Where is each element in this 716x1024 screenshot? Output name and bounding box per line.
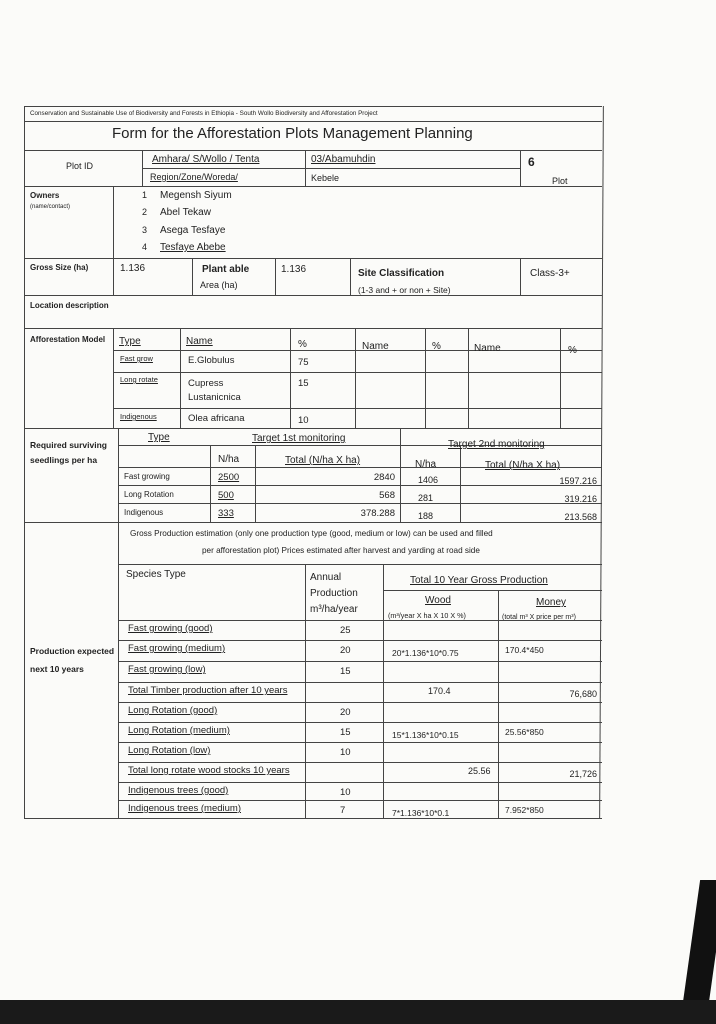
production-row-line bbox=[118, 722, 602, 723]
seedlings-nha-1: N/ha bbox=[218, 454, 240, 465]
production-total-money: 21,726 bbox=[569, 769, 597, 779]
model-pct: 15 bbox=[298, 378, 309, 389]
production-annual: 25 bbox=[340, 625, 351, 636]
gross-size-label: Gross Size (ha) bbox=[30, 263, 89, 272]
seedlings-total-1: Total (N/ha X ha) bbox=[285, 455, 361, 466]
production-total-wood: 25.56 bbox=[468, 766, 491, 776]
site-classification-sublabel: (1-3 and + or non + Site) bbox=[358, 285, 451, 295]
model-pct-header-3: % bbox=[568, 345, 577, 356]
production-species: Long Rotation (good) bbox=[128, 705, 218, 716]
model-name-header-3: Name bbox=[474, 343, 501, 354]
plot-kebele: 03/Abamuhdin bbox=[311, 154, 376, 165]
wood-header: Wood bbox=[425, 595, 451, 606]
production-annual: 15 bbox=[340, 666, 351, 677]
seedling-type: Long Rotation bbox=[124, 490, 174, 499]
site-classification-value: Class-3+ bbox=[530, 268, 570, 279]
production-money: 25.56*850 bbox=[505, 727, 544, 737]
plantable-label: Plant able bbox=[202, 264, 250, 275]
model-name-header-2: Name bbox=[362, 341, 389, 352]
seedling-type: Indigenous bbox=[124, 508, 164, 517]
production-row-line bbox=[118, 702, 602, 703]
production-annual: 10 bbox=[340, 747, 351, 758]
scan-shadow-bottom bbox=[0, 1000, 716, 1024]
production-row-line bbox=[118, 742, 602, 743]
plantable-value: 1.136 bbox=[281, 264, 307, 275]
site-classification-label: Site Classification bbox=[358, 268, 445, 279]
production-label: Production expected next 10 years bbox=[30, 646, 115, 674]
production-row-line bbox=[118, 640, 602, 641]
model-pct-header: % bbox=[298, 339, 307, 350]
model-pct: 75 bbox=[298, 357, 309, 368]
production-annual: 20 bbox=[340, 645, 351, 656]
production-species: Total long rotate wood stocks 10 years bbox=[128, 765, 290, 776]
model-name-header: Name bbox=[186, 336, 213, 347]
seedling-n1: 2500 bbox=[218, 472, 240, 483]
seedlings-nha-2: N/ha bbox=[415, 459, 437, 470]
seedlings-total-2: Total (N/ha X ha) bbox=[485, 460, 561, 471]
production-species: Fast growing (medium) bbox=[128, 643, 226, 654]
owner-number: 2 bbox=[142, 207, 148, 217]
model-pct: 10 bbox=[298, 415, 309, 426]
production-total-wood: 170.4 bbox=[428, 686, 451, 696]
model-type-header: Type bbox=[119, 336, 141, 347]
production-wood: 15*1.136*10*0.15 bbox=[392, 730, 459, 740]
owner-name: Tesfaye Abebe bbox=[160, 242, 226, 253]
owner-number: 4 bbox=[142, 242, 148, 252]
production-species: Indigenous trees (medium) bbox=[128, 803, 241, 814]
seedling-n2: 281 bbox=[418, 493, 434, 503]
production-money: 170.4*450 bbox=[505, 645, 544, 655]
production-note-2: per afforestation plot) Prices estimated after harvest and yarding at road side bbox=[202, 546, 480, 555]
plot-id-label: Plot ID bbox=[66, 161, 94, 171]
production-species: Long Rotation (medium) bbox=[128, 725, 230, 736]
location-description-label: Location description bbox=[30, 301, 109, 310]
money-formula: (total m³ X price per m³) bbox=[502, 614, 576, 621]
seedling-t2: 213.568 bbox=[564, 512, 597, 522]
model-type: Indigenous bbox=[120, 412, 157, 421]
production-species: Long Rotation (low) bbox=[128, 745, 211, 756]
owner-number: 3 bbox=[142, 225, 148, 235]
production-note-1: Gross Production estimation (only one production type (good, medium or low) can be used and filled bbox=[130, 529, 493, 538]
production-money: 7.952*850 bbox=[505, 805, 544, 815]
seedling-n1: 500 bbox=[218, 490, 234, 501]
model-name: E.Globulus bbox=[188, 355, 235, 366]
owner-name: Megensh Siyum bbox=[160, 190, 232, 201]
owners-label: Owners bbox=[30, 191, 60, 200]
model-type: Fast grow bbox=[120, 354, 153, 363]
plot-kebele-label: Kebele bbox=[311, 173, 340, 183]
seedling-t2: 319.216 bbox=[564, 494, 597, 504]
owners-sublabel: (name/contact) bbox=[30, 204, 71, 210]
money-header: Money bbox=[536, 597, 567, 608]
production-species: Indigenous trees (good) bbox=[128, 785, 229, 796]
plot-location: Amhara/ S/Wollo / Tenta bbox=[152, 154, 260, 165]
production-annual: 7 bbox=[340, 805, 346, 816]
model-name: Olea africana bbox=[188, 413, 245, 424]
seedlings-type-header: Type bbox=[148, 432, 170, 443]
species-type-header: Species Type bbox=[126, 569, 186, 580]
production-annual: 15 bbox=[340, 727, 351, 738]
owner-name: Abel Tekaw bbox=[160, 207, 211, 218]
plot-number: 6 bbox=[528, 155, 535, 169]
model-pct-header-2: % bbox=[432, 341, 441, 352]
total-10year-header: Total 10 Year Gross Production bbox=[410, 575, 548, 586]
production-row-line bbox=[118, 782, 602, 783]
production-row-line bbox=[118, 620, 602, 621]
plantable-sublabel: Area (ha) bbox=[200, 280, 238, 290]
production-row-line bbox=[118, 800, 602, 801]
plot-number-label: Plot bbox=[552, 176, 568, 186]
production-species: Fast growing (low) bbox=[128, 664, 206, 675]
seedling-type: Fast growing bbox=[124, 472, 170, 481]
seedling-t1: 568 bbox=[379, 490, 395, 501]
afforestation-model-label: Afforestation Model bbox=[30, 335, 106, 344]
plot-location-label: Region/Zone/Woreda/ bbox=[150, 172, 238, 182]
production-wood: 7*1.136*10*0.1 bbox=[392, 808, 450, 818]
required-seedlings-label: Required surviving seedlings per ha bbox=[30, 440, 107, 465]
seedling-t1: 378.288 bbox=[360, 508, 395, 519]
production-species: Total Timber production after 10 years bbox=[128, 685, 288, 696]
seedlings-target1: Target 1st monitoring bbox=[252, 433, 346, 444]
production-annual: 10 bbox=[340, 787, 351, 798]
form-title: Form for the Afforestation Plots Management Planning bbox=[112, 125, 473, 142]
annual-production-header: Annual Production m³/ha/year bbox=[310, 572, 358, 615]
production-row-line bbox=[118, 682, 602, 683]
wood-formula: (m³/year X ha X 10 X %) bbox=[388, 611, 466, 620]
seedling-t2: 1597.216 bbox=[559, 476, 597, 486]
owner-number: 1 bbox=[142, 190, 148, 200]
gross-size-value: 1.136 bbox=[120, 263, 146, 274]
production-row-line bbox=[118, 762, 602, 763]
model-name: Cupress Lustanicnica bbox=[188, 378, 241, 403]
model-type: Long rotate bbox=[120, 375, 158, 384]
production-total-money: 76,680 bbox=[569, 689, 597, 699]
seedling-n2: 188 bbox=[418, 511, 434, 521]
production-annual: 20 bbox=[340, 707, 351, 718]
seedling-n1: 333 bbox=[218, 508, 234, 519]
production-wood: 20*1.136*10*0.75 bbox=[392, 648, 459, 658]
seedling-t1: 2840 bbox=[373, 472, 395, 483]
seedlings-target2: Target 2nd monitoring bbox=[448, 439, 545, 450]
seedling-n2: 1406 bbox=[418, 475, 439, 485]
project-header: Conservation and Sustainable Use of Biodiversity and Forests in Ethiopia - South Wollo Biodiversity and Afforestation Project bbox=[30, 110, 378, 117]
production-row-line bbox=[118, 661, 602, 662]
production-species: Fast growing (good) bbox=[128, 623, 213, 634]
owner-name: Asega Tesfaye bbox=[160, 225, 226, 236]
